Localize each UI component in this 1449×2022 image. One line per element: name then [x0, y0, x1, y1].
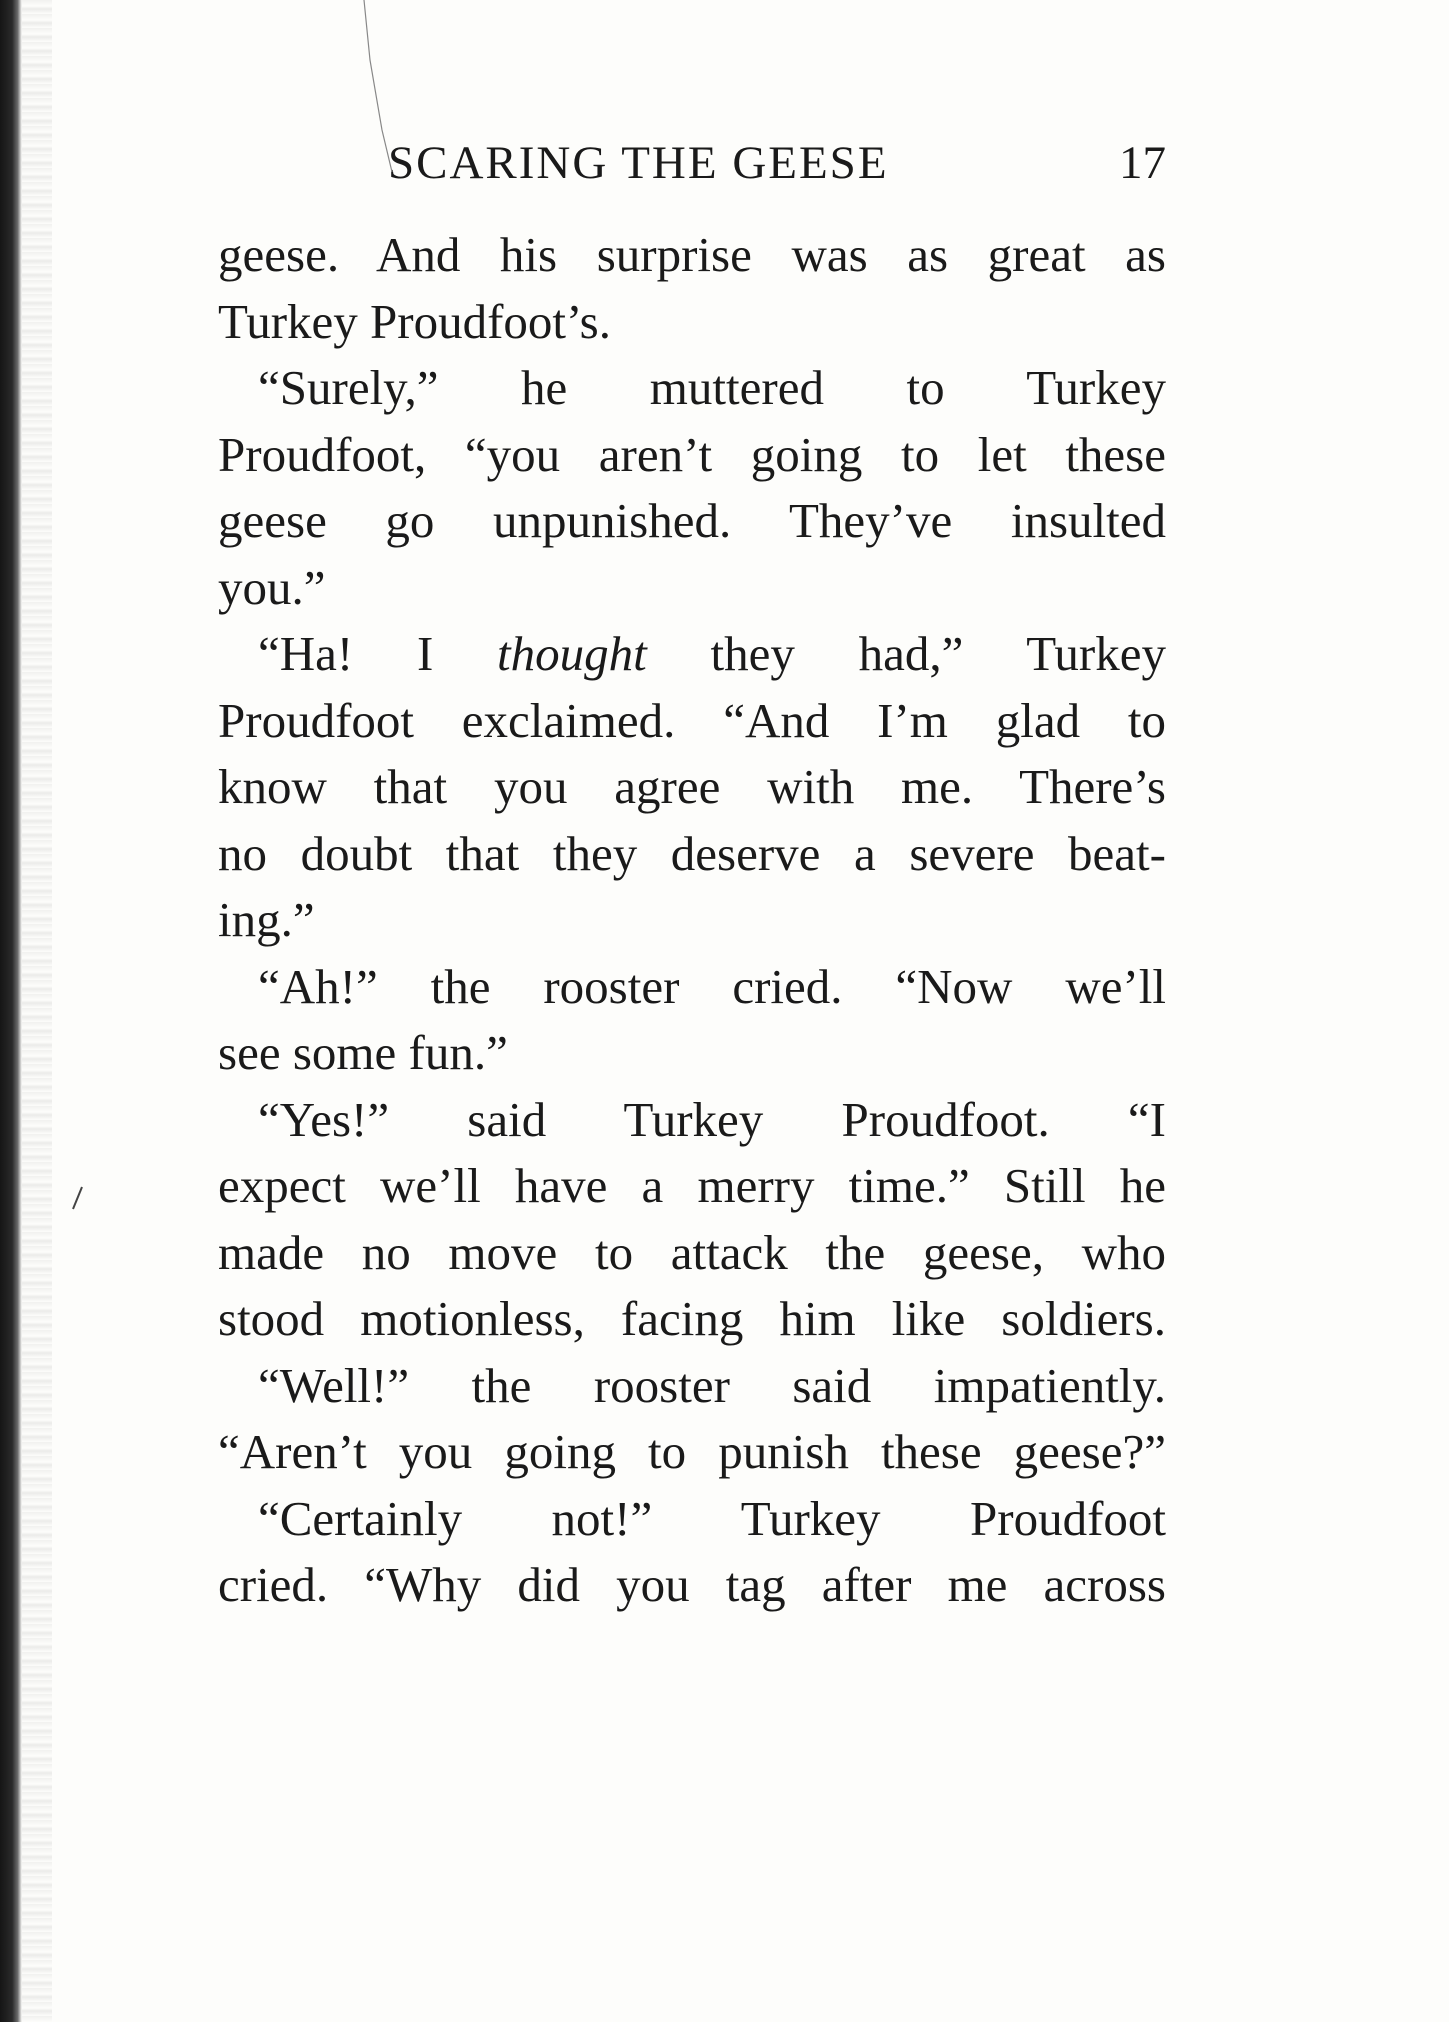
- text-line: Proudfoot, “you aren’t going to let these: [218, 426, 1166, 482]
- body-text: [218, 222, 1166, 1619]
- scan-speck-mark: [70, 1185, 84, 1211]
- text-line: Turkey Proudfoot’s.: [218, 293, 611, 349]
- text-line: see some fun.”: [218, 1025, 508, 1080]
- text-line-with-italic: [218, 621, 1166, 688]
- text-line: “Well!” the rooster said impatiently.: [258, 1357, 1166, 1413]
- text-line: ing.”: [218, 892, 315, 947]
- text-line: expect we’ll have a merry time.” Still he: [218, 1158, 1166, 1213]
- text-line: geese. And his surprise was as great as: [218, 227, 1166, 282]
- page-number: 17: [1119, 137, 1166, 189]
- scan-hairline: [362, 0, 402, 175]
- text-line: “Certainly not!” Turkey Proudfoot: [258, 1490, 1166, 1546]
- text-line: geese go unpunished. They’ve insulted: [218, 493, 1166, 548]
- italic-emphasis: thought: [497, 626, 647, 681]
- text-segment: “Ha! I: [258, 626, 498, 681]
- running-head: [388, 136, 1166, 196]
- text-line: stood motionless, facing him like soldiers.: [218, 1291, 1166, 1346]
- book-binding-edge: [0, 0, 22, 2022]
- text-line: know that you agree with me. There’s: [218, 759, 1166, 814]
- text-segment: they had,” Turkey: [646, 626, 1166, 681]
- text-line: cried. “Why did you tag after me across: [218, 1557, 1166, 1612]
- text-line: “Surely,” he muttered to Turkey: [258, 360, 1166, 415]
- text-line: Proudfoot exclaimed. “And I’m glad to: [218, 692, 1166, 748]
- text-line: made no move to attack the geese, who: [218, 1224, 1166, 1280]
- text-line: you.”: [218, 559, 326, 615]
- text-line: “Aren’t you going to punish these geese?”: [218, 1424, 1166, 1479]
- text-line: “Yes!” said Turkey Proudfoot. “I: [258, 1091, 1166, 1147]
- text-line: “Ah!” the rooster cried. “Now we’ll: [258, 958, 1166, 1014]
- text-line: no doubt that they deserve a severe beat-: [218, 825, 1166, 881]
- chapter-title: SCARING THE GEESE: [388, 137, 889, 189]
